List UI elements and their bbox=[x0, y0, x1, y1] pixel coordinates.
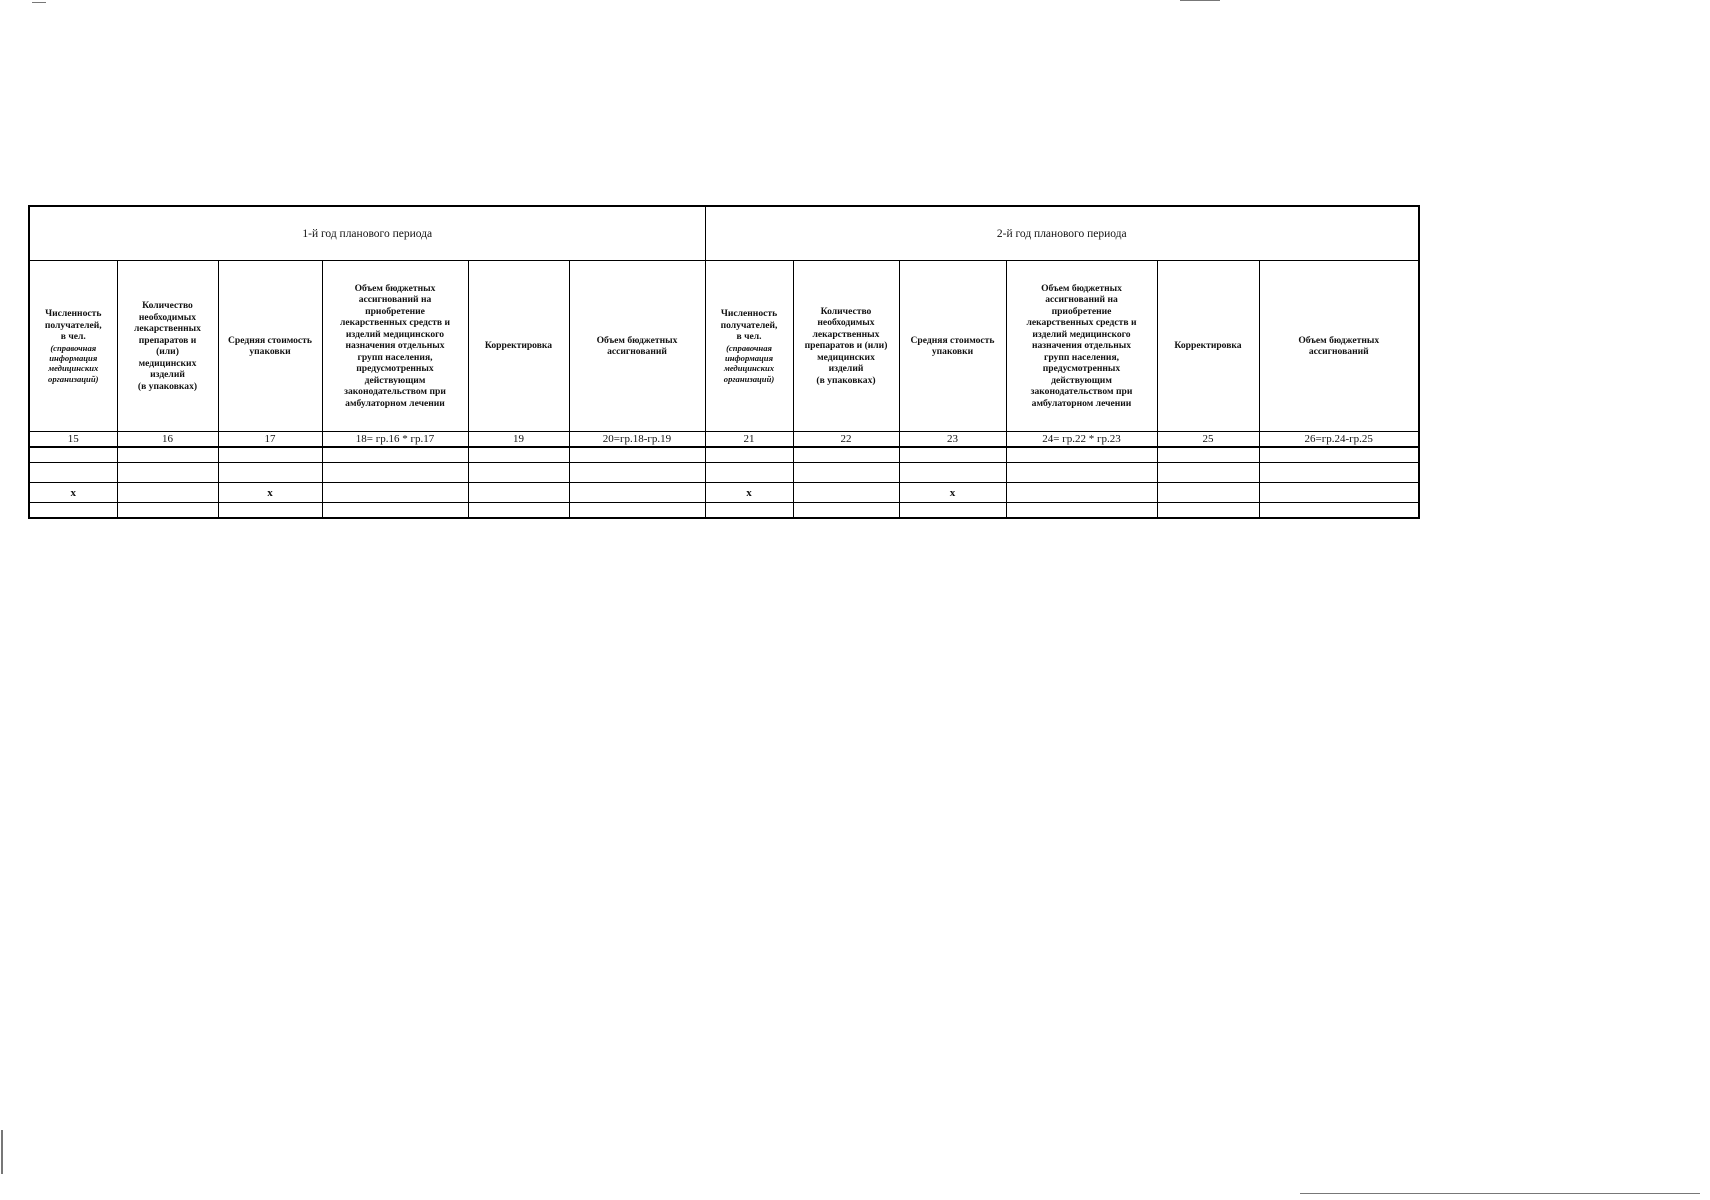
column-header-line: Объем бюджетных bbox=[354, 282, 436, 294]
column-header-line: (в упаковках) bbox=[137, 380, 198, 392]
column-header-4 bbox=[468, 261, 569, 432]
column-header-line: предусмотренных bbox=[356, 363, 434, 375]
table-cell bbox=[1157, 503, 1259, 519]
column-header-line: приобретение bbox=[365, 305, 425, 317]
table-cell bbox=[117, 483, 218, 503]
column-header-line: ассигнований bbox=[1308, 346, 1369, 357]
column-header-note: организаций) bbox=[48, 373, 99, 384]
column-header-0 bbox=[29, 261, 117, 432]
column-header-line: необходимых bbox=[138, 311, 197, 323]
column-header-line: Корректировка bbox=[1174, 340, 1242, 352]
period-header-row bbox=[29, 206, 1419, 261]
column-header-line: законодательством при bbox=[344, 386, 446, 398]
column-number-0: 15 bbox=[29, 432, 117, 448]
table-cell bbox=[1006, 483, 1157, 503]
table-cell bbox=[1006, 447, 1157, 463]
table-cell bbox=[468, 463, 569, 483]
column-header-line: предусмотренных bbox=[1042, 363, 1121, 375]
column-header-line: Объем бюджетных bbox=[1041, 282, 1122, 294]
column-number-3: 18= гр.16 * гр.17 bbox=[322, 432, 468, 448]
column-header-line: действующим bbox=[364, 374, 426, 386]
column-number-row bbox=[29, 432, 1419, 448]
table-cell bbox=[218, 503, 322, 519]
table-cell bbox=[793, 503, 899, 519]
column-header-row bbox=[29, 261, 1419, 432]
column-header-line: ассигнований на bbox=[1045, 294, 1118, 306]
period-2-header: 2-й год планового периода bbox=[705, 206, 1419, 261]
column-number-4: 19 bbox=[468, 432, 569, 448]
column-header-note: медицинских bbox=[723, 363, 775, 374]
table-cell bbox=[1259, 503, 1419, 519]
table-cell bbox=[1157, 483, 1259, 503]
column-header-line: назначения отдельных bbox=[1031, 340, 1132, 352]
table-cell bbox=[899, 503, 1006, 519]
column-header-line: препаратов и bbox=[138, 334, 197, 346]
column-header-line: изделий медицинского bbox=[1032, 328, 1131, 340]
column-header-line: Объем бюджетных bbox=[596, 334, 678, 346]
table-cell: x bbox=[705, 483, 793, 503]
table-cell bbox=[322, 463, 468, 483]
column-header-line: (или) bbox=[156, 346, 179, 357]
column-header-11 bbox=[1259, 261, 1419, 432]
column-header-line: Объем бюджетных bbox=[1298, 334, 1380, 346]
column-header-line: ассигнований на bbox=[358, 294, 432, 306]
table-row bbox=[29, 503, 1419, 519]
column-header-line: получателей, bbox=[44, 319, 102, 331]
column-header-6 bbox=[705, 261, 793, 432]
table-cell bbox=[468, 447, 569, 463]
column-header-line: препаратов и (или) bbox=[804, 340, 888, 352]
column-header-line: приобретение bbox=[1051, 305, 1112, 317]
period-1-header: 1-й год планового периода bbox=[29, 206, 705, 261]
table-cell bbox=[1259, 483, 1419, 503]
column-header-note: информация bbox=[724, 352, 774, 363]
table-cell bbox=[705, 463, 793, 483]
column-header-line: упаковки bbox=[931, 346, 974, 357]
column-header-line: назначения отдельных bbox=[345, 340, 445, 352]
table-cell bbox=[1259, 447, 1419, 463]
column-header-1 bbox=[117, 261, 218, 432]
table-cell bbox=[1259, 463, 1419, 483]
column-header-7 bbox=[793, 261, 899, 432]
column-header-line: групп населения, bbox=[1043, 351, 1120, 363]
table-cell bbox=[1006, 503, 1157, 519]
table-cell bbox=[29, 447, 117, 463]
column-header-line: амбулаторном лечении bbox=[345, 397, 445, 409]
column-number-2: 17 bbox=[218, 432, 322, 448]
table-cell bbox=[569, 483, 705, 503]
column-header-line: лекарственных средств и bbox=[1026, 317, 1137, 329]
column-header-line: упаковки bbox=[249, 346, 291, 357]
column-header-line: изделий bbox=[828, 363, 864, 375]
column-header-note: (справочная bbox=[50, 342, 97, 353]
column-number-5: 20=гр.18-гр.19 bbox=[569, 432, 705, 448]
column-number-7: 22 bbox=[793, 432, 899, 448]
table-cell bbox=[117, 503, 218, 519]
column-header-note: организаций) bbox=[723, 373, 775, 384]
scan-mark-top-right bbox=[1180, 0, 1220, 1]
table-cell bbox=[569, 463, 705, 483]
table-row bbox=[29, 483, 1419, 503]
table-cell bbox=[29, 503, 117, 519]
column-number-9: 24= гр.22 * гр.23 bbox=[1006, 432, 1157, 448]
column-header-line: действующим bbox=[1051, 374, 1112, 386]
table-cell bbox=[322, 447, 468, 463]
table-cell bbox=[1157, 463, 1259, 483]
column-header-line: лекарственных средств и bbox=[340, 317, 450, 329]
table-row bbox=[29, 463, 1419, 483]
column-number-1: 16 bbox=[117, 432, 218, 448]
column-header-line: амбулаторном лечении bbox=[1031, 397, 1132, 409]
column-header-line: изделий bbox=[150, 369, 185, 380]
table-cell bbox=[218, 463, 322, 483]
column-header-2 bbox=[218, 261, 322, 432]
table-cell bbox=[218, 447, 322, 463]
table-cell bbox=[705, 503, 793, 519]
column-number-11: 26=гр.24-гр.25 bbox=[1259, 432, 1419, 448]
column-header-line: ассигнований bbox=[607, 346, 667, 357]
table-cell bbox=[322, 483, 468, 503]
column-header-line: в чел. bbox=[736, 331, 762, 343]
table-cell bbox=[117, 447, 218, 463]
column-header-note: (справочная bbox=[726, 342, 772, 353]
table-cell bbox=[793, 447, 899, 463]
table-cell bbox=[29, 463, 117, 483]
table-cell bbox=[569, 447, 705, 463]
table-cell bbox=[569, 503, 705, 519]
table-cell bbox=[322, 503, 468, 519]
planning-period-table bbox=[28, 205, 1420, 519]
column-header-8 bbox=[899, 261, 1006, 432]
column-number-8: 23 bbox=[899, 432, 1006, 448]
column-header-line: Количество bbox=[820, 305, 872, 317]
column-header-10 bbox=[1157, 261, 1259, 432]
column-header-line: (в упаковках) bbox=[816, 374, 876, 386]
column-header-line: групп населения, bbox=[357, 351, 433, 363]
scan-mark-bottom-right bbox=[1300, 1193, 1700, 1194]
column-header-line: Средняя стоимость bbox=[910, 334, 995, 346]
table-cell: x bbox=[29, 483, 117, 503]
column-header-line: в чел. bbox=[60, 331, 86, 343]
column-header-line: медицинских bbox=[138, 357, 197, 369]
column-header-line: получателей, bbox=[720, 319, 778, 331]
table-cell bbox=[468, 503, 569, 519]
table-cell bbox=[1006, 463, 1157, 483]
column-number-10: 25 bbox=[1157, 432, 1259, 448]
table-cell bbox=[468, 483, 569, 503]
table-cell bbox=[1157, 447, 1259, 463]
column-header-line: Количество bbox=[142, 300, 193, 311]
table-cell bbox=[705, 447, 793, 463]
column-header-5 bbox=[569, 261, 705, 432]
data-rows bbox=[29, 447, 1419, 518]
column-header-line: необходимых bbox=[817, 317, 875, 329]
column-header-line: лекарственных bbox=[812, 328, 880, 340]
column-header-line: Численность bbox=[720, 308, 778, 320]
column-header-line: медицинских bbox=[817, 351, 875, 363]
table-cell: x bbox=[899, 483, 1006, 503]
table-cell bbox=[899, 447, 1006, 463]
table-row bbox=[29, 447, 1419, 463]
column-header-line: Численность bbox=[45, 308, 102, 320]
column-header-line: лекарственных bbox=[134, 323, 201, 334]
column-header-3 bbox=[322, 261, 468, 432]
column-header-line: законодательством при bbox=[1030, 386, 1133, 398]
column-header-line: изделий медицинского bbox=[345, 328, 445, 340]
column-header-note: медицинских bbox=[48, 363, 99, 374]
table-cell bbox=[793, 483, 899, 503]
column-header-line: Корректировка bbox=[484, 340, 553, 352]
table-cell: x bbox=[218, 483, 322, 503]
column-header-note: информация bbox=[49, 352, 98, 363]
column-number-6: 21 bbox=[705, 432, 793, 448]
scan-mark-top-left bbox=[32, 2, 46, 3]
column-header-9 bbox=[1006, 261, 1157, 432]
table-cell bbox=[793, 463, 899, 483]
table-cell bbox=[899, 463, 1006, 483]
scan-mark-left-edge bbox=[1, 1130, 3, 1174]
table-cell bbox=[117, 463, 218, 483]
column-header-line: Средняя стоимость bbox=[228, 334, 312, 346]
